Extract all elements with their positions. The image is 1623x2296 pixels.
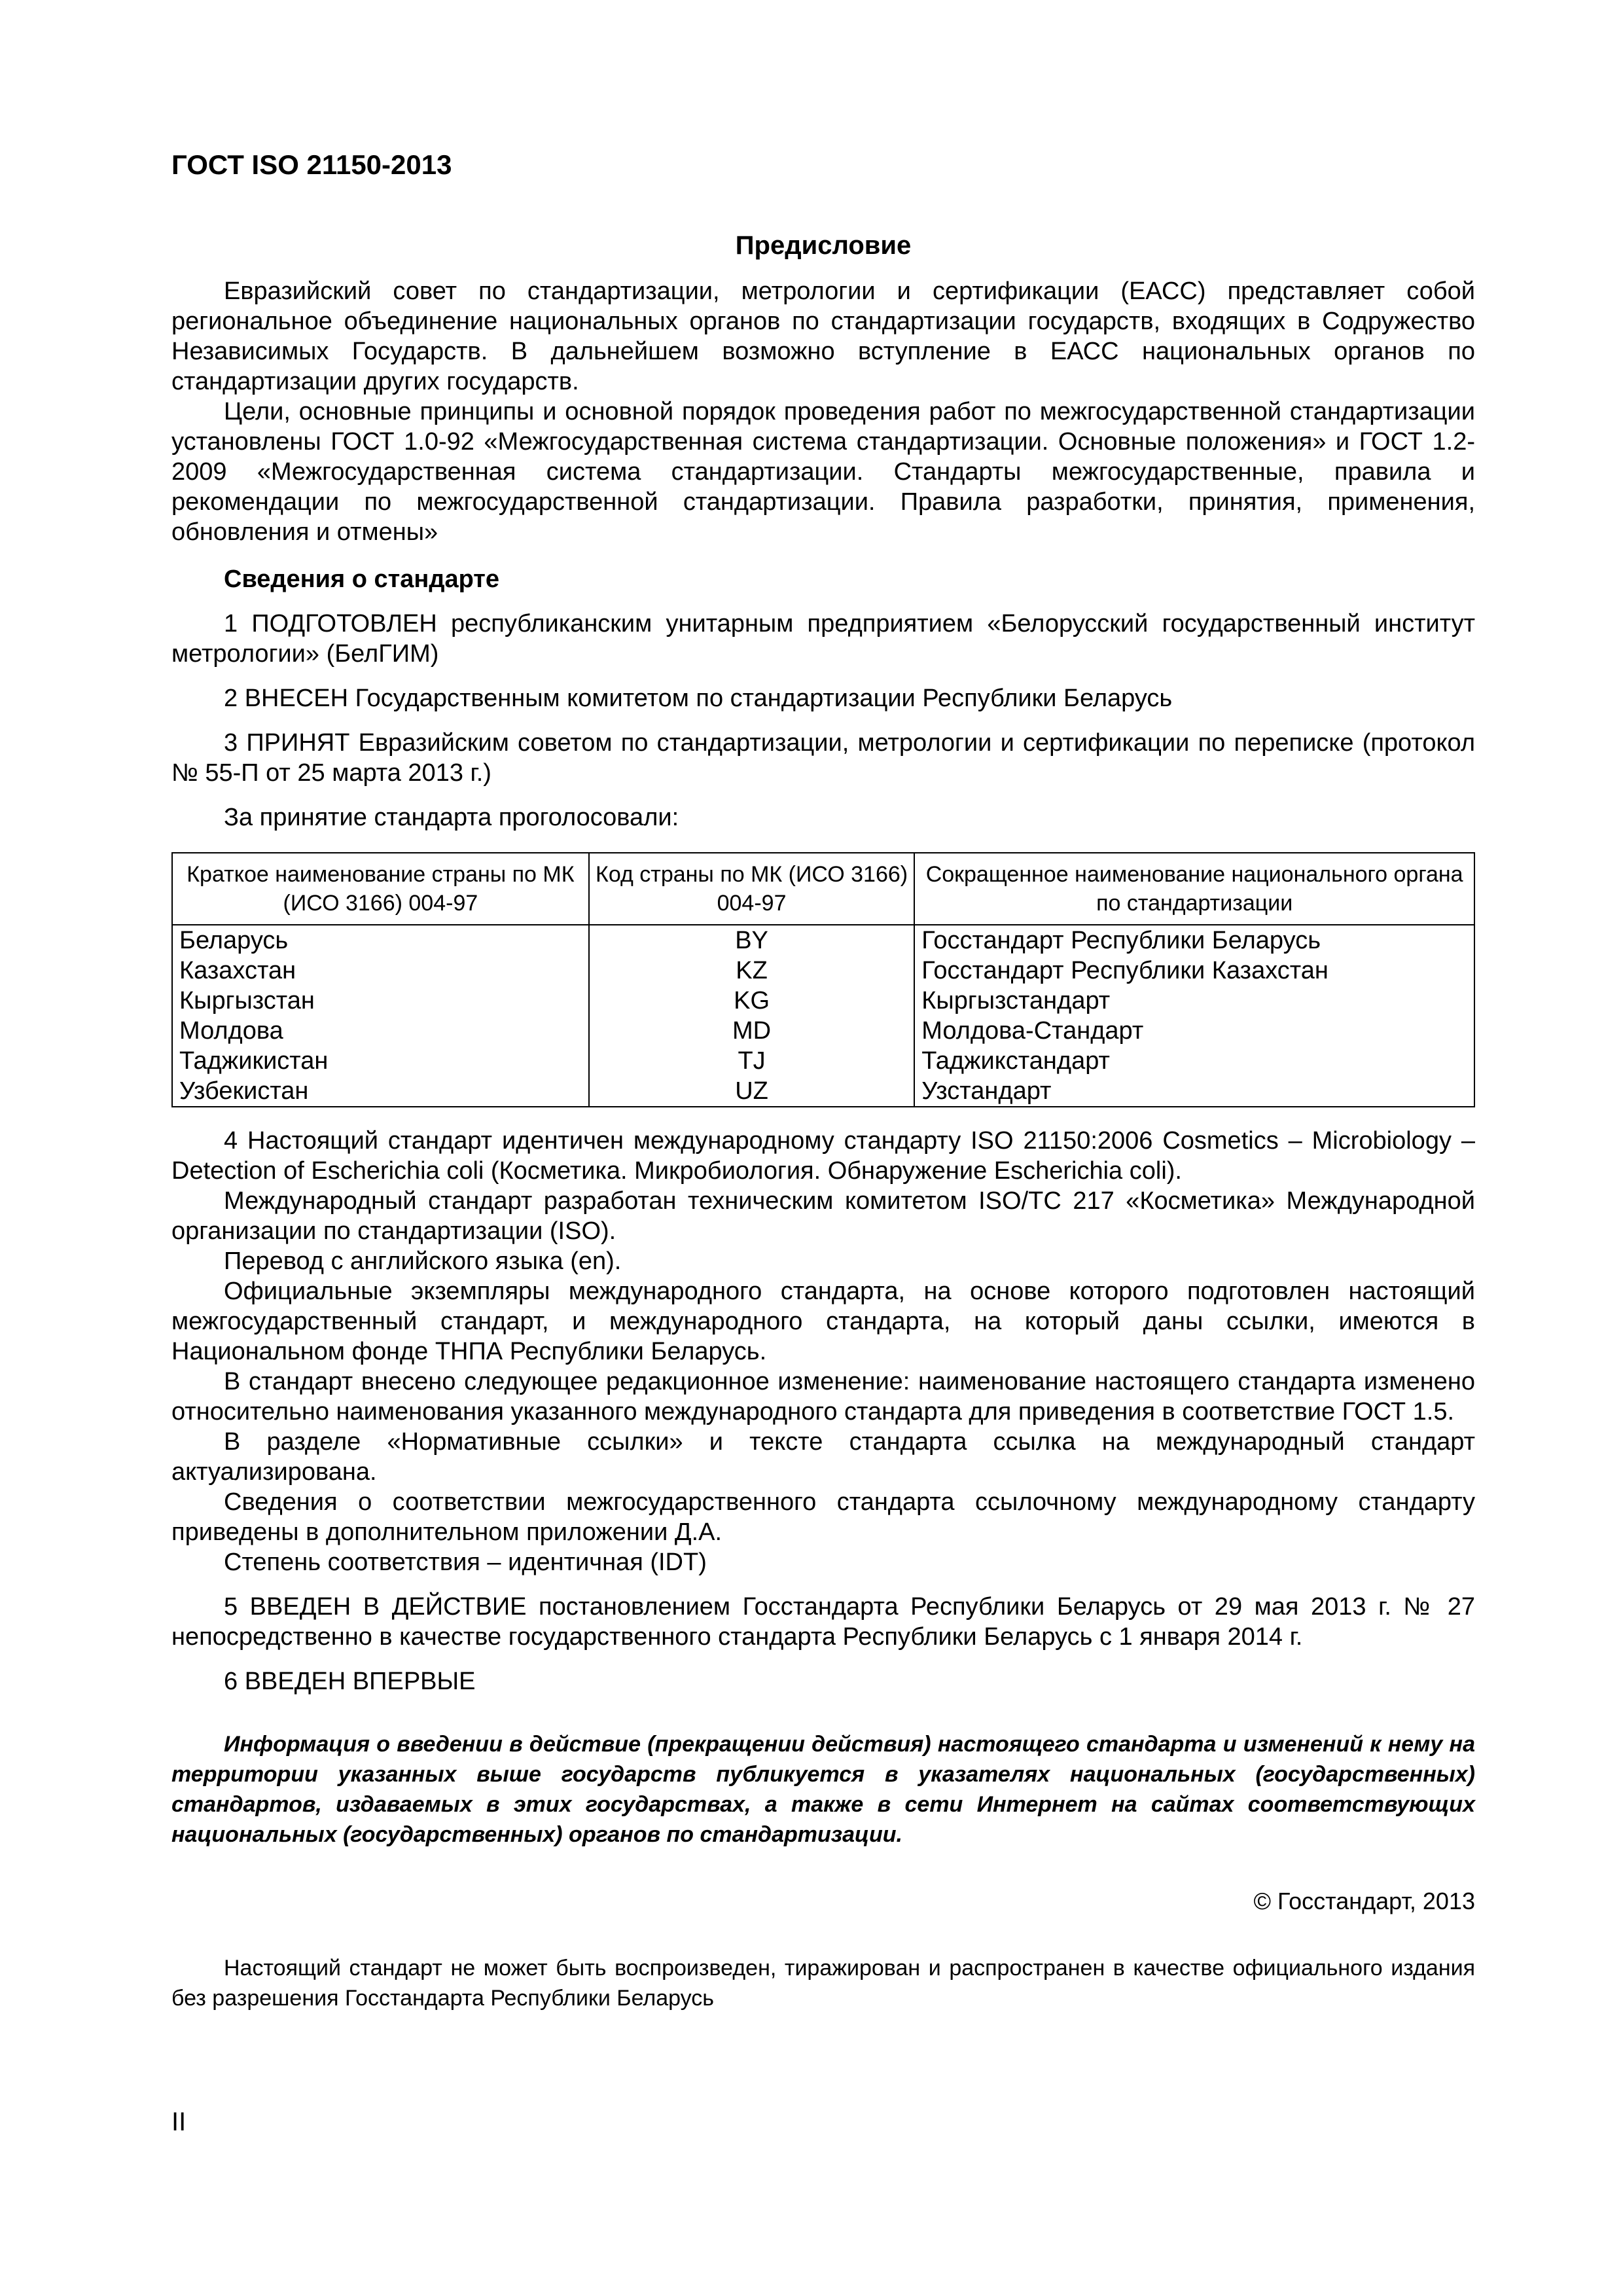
item4-paragraph: Сведения о соответствии межгосударственного стандарта ссылочному международному стандарту приведены в дополнительном приложении Д.А. — [171, 1488, 1475, 1546]
code-cell: KG — [589, 986, 915, 1016]
item4-paragraph: Перевод с английского языка (en). — [224, 1247, 622, 1275]
body-cell: Госстандарт Республики Беларусь — [914, 925, 1474, 956]
item-submitted: 2 ВНЕСЕН Государственным комитетом по стандартизации Республики Беларусь — [224, 685, 1173, 712]
code-cell: UZ — [589, 1076, 915, 1107]
preface-body — [171, 230, 1475, 2013]
body-cell: Узстандарт — [914, 1076, 1474, 1107]
item-prepared: 1 ПОДГОТОВЛЕН республиканским унитарным предприятием «Белорусский государственный институт метрологии» (БелГИМ) — [171, 610, 1475, 668]
item-enacted: 5 ВВЕДЕН В ДЕЙСТВИЕ постановлением Госстандарта Республики Беларусь от 29 мая 2013 г. № 27 непосредственно в качестве государственного стандарта Республики Беларусь с 1 января 2014 г. — [171, 1593, 1475, 1651]
country-cell: Таджикистан — [172, 1046, 589, 1076]
body-cell: Госстандарт Республики Казахстан — [914, 956, 1474, 986]
item4-paragraph: Официальные экземпляры международного стандарта, на основе которого подготовлен настоящий межгосударственный стандарт, и международного стандарта, на который даны ссылки, имеются в Национальном фонде ТНПА Республики Беларусь. — [171, 1278, 1475, 1365]
header-country-name: Краткое наименование страны по МК (ИСО 3166) 004-97 — [172, 853, 589, 925]
info-heading: Сведения о стандарте — [224, 565, 500, 593]
table-row — [172, 986, 1474, 1016]
reproduction-notice: Настоящий стандарт не может быть воспроизведен, тиражирован и распространен в качестве официального издания без разрешения Госстандарта Республики Беларусь — [171, 1956, 1475, 2011]
table-header-row — [172, 853, 1474, 925]
country-cell: Узбекистан — [172, 1076, 589, 1107]
item4-paragraph: Международный стандарт разработан техническим комитетом ISO/TC 217 «Косметика» Международной организации по стандартизации (ISO). — [171, 1187, 1475, 1245]
intro-paragraph: Цели, основные принципы и основной порядок проведения работ по межгосударственной стандартизации установлены ГОСТ 1.0-92 «Межгосударственная система стандартизации. Основные положения» и ГОСТ 1.2-2009 «Межгосударственная система стандартизации. Стандарты межгосударственные, правила и рекомендации по межгосударственной стандартизации. Правила разработки, принятия, применения, обновления и отмены» — [171, 398, 1475, 546]
item4-paragraph: 4 Настоящий стандарт идентичен международному стандарту ISO 21150:2006 Cosmetics – Microbiology – Detection of Escherichia coli (Косметика. Микробиология. Обнаружение Escherichia coli). — [171, 1127, 1475, 1185]
body-cell: Молдова-Стандарт — [914, 1016, 1474, 1046]
country-cell: Кыргызстан — [172, 986, 589, 1016]
table-row — [172, 956, 1474, 986]
page-number: II — [171, 2108, 187, 2136]
country-cell: Казахстан — [172, 956, 589, 986]
publication-notice: Информация о введении в действие (прекращении действия) настоящего стандарта и изменений к нему на территории указанных выше государств публикуется в указателях национальных (государственных) стандартов, издаваемых в этих государствах, а также в сети Интернет на сайтах соответствующих национальных (государственных) органов по стандартизации. — [171, 1732, 1475, 1847]
preface-title: Предисловие — [735, 231, 912, 260]
item4-paragraph: В стандарт внесено следующее редакционное изменение: наименование настоящего стандарта изменено относительно наименования указанного международного стандарта для приведения в соответствие ГОСТ 1.5. — [171, 1368, 1475, 1426]
table-row — [172, 925, 1474, 956]
item4-paragraph: В разделе «Нормативные ссылки» и тексте стандарта ссылка на международный стандарт актуализирована. — [171, 1428, 1475, 1486]
country-cell: Молдова — [172, 1016, 589, 1046]
header-country-code: Код страны по МК (ИСО 3166) 004-97 — [589, 853, 915, 925]
table-row — [172, 1076, 1474, 1107]
document-code: ГОСТ ISO 21150-2013 — [171, 149, 452, 180]
vote-intro: За принятие стандарта проголосовали: — [224, 804, 679, 831]
item4-paragraph: Степень соответствия – идентичная (IDT) — [224, 1549, 707, 1576]
item-first-introduced: 6 ВВЕДЕН ВПЕРВЫЕ — [224, 1668, 476, 1695]
table-row — [172, 1046, 1474, 1076]
body-cell: Кыргызстандарт — [914, 986, 1474, 1016]
table-row — [172, 1016, 1474, 1046]
header-standards-body: Сокращенное наименование национального органа по стандартизации — [914, 853, 1474, 925]
country-cell: Беларусь — [172, 925, 589, 956]
code-cell: BY — [589, 925, 915, 956]
code-cell: MD — [589, 1016, 915, 1046]
intro-paragraph: Евразийский совет по стандартизации, метрологии и сертификации (ЕАСС) представляет собой региональное объединение национальных органов по стандартизации государств, входящих в Содружество Независимых Государств. В дальнейшем возможно вступление в ЕАСС национальных органов по стандартизации других государств. — [171, 278, 1475, 395]
body-cell: Таджикстандарт — [914, 1046, 1474, 1076]
copyright-line: © Госстандарт, 2013 — [1253, 1888, 1475, 1914]
code-cell: TJ — [589, 1046, 915, 1076]
voting-table — [171, 852, 1475, 1107]
item-adopted: 3 ПРИНЯТ Евразийским советом по стандартизации, метрологии и сертификации по переписке (протокол № 55-П от 25 марта 2013 г.) — [171, 729, 1475, 787]
code-cell: KZ — [589, 956, 915, 986]
